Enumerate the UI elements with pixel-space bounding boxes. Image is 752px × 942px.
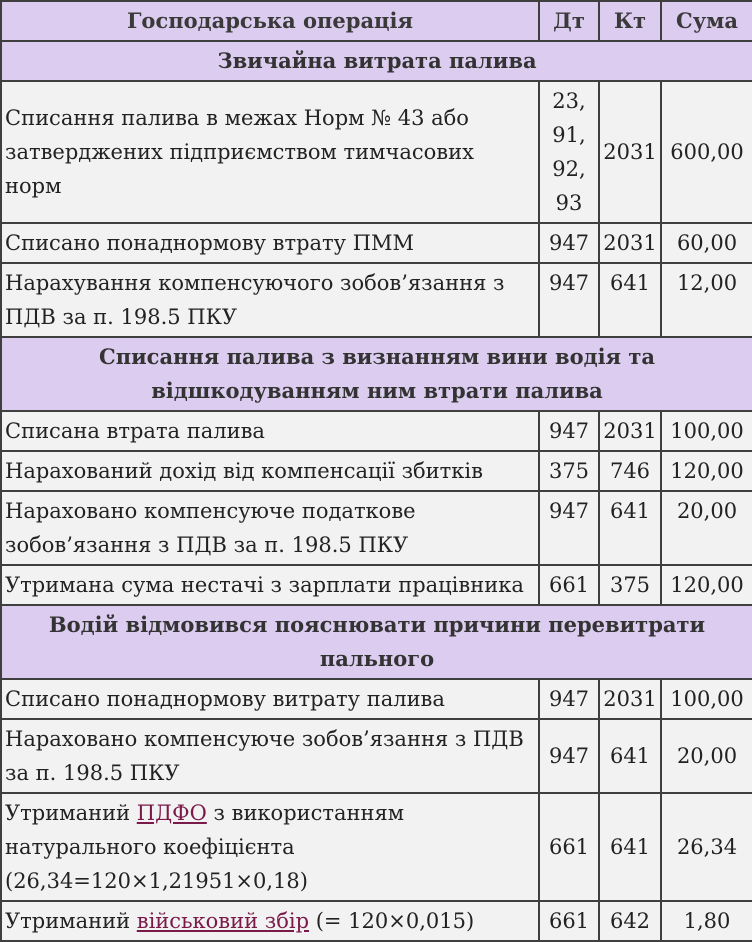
sum-cell: 20,00 xyxy=(662,720,752,794)
sum-cell: 120,00 xyxy=(662,566,752,606)
section-header-normal-consumption xyxy=(2,42,752,82)
table-row xyxy=(2,492,752,566)
dt-cell: 661 xyxy=(540,902,600,942)
operation-cell: Нарахований дохід від компенсації збитків xyxy=(2,452,540,492)
kt-cell: 2031 xyxy=(600,82,662,224)
kt-cell: 641 xyxy=(600,492,662,566)
dt-line: 93 xyxy=(555,191,583,215)
header-operation: Господарська операція xyxy=(2,2,540,42)
table-row xyxy=(2,680,752,720)
dt-cell: 947 xyxy=(540,264,600,338)
header-sum: Сума xyxy=(662,2,752,42)
operation-cell: Списана втрата палива xyxy=(2,412,540,452)
table-row xyxy=(2,720,752,794)
operation-cell: Списано понаднормову витрату палива xyxy=(2,680,540,720)
dt-line: 92, xyxy=(552,157,586,181)
dt-cell: 375 xyxy=(540,452,600,492)
dt-cell: 947 xyxy=(540,224,600,264)
dt-line: 23, xyxy=(552,89,586,113)
table-row xyxy=(2,902,752,942)
sum-cell: 100,00 xyxy=(662,412,752,452)
kt-cell: 746 xyxy=(600,452,662,492)
dt-cell: 947 xyxy=(540,492,600,566)
kt-cell: 641 xyxy=(600,264,662,338)
operation-cell: Нарахування компенсуючого зобов’язання з ПДВ за п. 198.5 ПКУ xyxy=(2,264,540,338)
table-row xyxy=(2,264,752,338)
operation-cell: Списання палива в межах Норм № 43 або затверджених підприємством тимчасових норм xyxy=(2,82,540,224)
operation-cell: Утримана сума нестачі з зарплати працівника xyxy=(2,566,540,606)
operation-cell xyxy=(2,902,540,942)
table-row xyxy=(2,224,752,264)
dt-cell: 947 xyxy=(540,720,600,794)
table-row xyxy=(2,82,752,224)
operation-prefix: Утриманий xyxy=(5,909,137,933)
section-title: Списання палива з визнанням вини водія та відшкодуванням ним втрати палива xyxy=(2,338,752,412)
kt-cell: 2031 xyxy=(600,680,662,720)
dt-line: 91, xyxy=(552,123,586,147)
section-header-driver-refused xyxy=(2,606,752,680)
sum-cell: 1,80 xyxy=(662,902,752,942)
sum-cell: 600,00 xyxy=(662,82,752,224)
operation-suffix: (= 120×0,015) xyxy=(309,909,475,933)
sum-cell: 20,00 xyxy=(662,492,752,566)
pdfo-link[interactable]: ПДФО xyxy=(136,801,207,825)
section-header-driver-fault xyxy=(2,338,752,412)
kt-cell: 375 xyxy=(600,566,662,606)
table-row xyxy=(2,452,752,492)
operation-cell: Нараховано компенсуюче зобов’язання з ПДВ за п. 198.5 ПКУ xyxy=(2,720,540,794)
military-levy-link[interactable]: військовий збір xyxy=(136,909,310,933)
sum-cell: 100,00 xyxy=(662,680,752,720)
kt-cell: 2031 xyxy=(600,412,662,452)
header-kt: Кт xyxy=(600,2,662,42)
sum-cell: 60,00 xyxy=(662,224,752,264)
dt-cell: 947 xyxy=(540,680,600,720)
dt-cell: 661 xyxy=(540,794,600,902)
table-row xyxy=(2,412,752,452)
operation-cell xyxy=(2,794,540,902)
table-row xyxy=(2,794,752,902)
kt-cell: 642 xyxy=(600,902,662,942)
dt-cell xyxy=(540,82,600,224)
operation-prefix: Утриманий xyxy=(5,801,137,825)
header-row xyxy=(2,2,752,42)
sum-cell: 12,00 xyxy=(662,264,752,338)
kt-cell: 641 xyxy=(600,794,662,902)
dt-cell: 947 xyxy=(540,412,600,452)
operation-cell: Нараховано компенсуюче податкове зобов’язання з ПДВ за п. 198.5 ПКУ xyxy=(2,492,540,566)
operation-cell: Списано понаднормову втрату ПММ xyxy=(2,224,540,264)
sum-cell: 120,00 xyxy=(662,452,752,492)
kt-cell: 2031 xyxy=(600,224,662,264)
header-dt: Дт xyxy=(540,2,600,42)
dt-cell: 661 xyxy=(540,566,600,606)
sum-cell: 26,34 xyxy=(662,794,752,902)
operation-suffix: з використанням натурального коефіцієнта (26,34=120×1,21951×0,18) xyxy=(5,801,405,893)
section-title: Звичайна витрата палива xyxy=(2,42,752,82)
kt-cell: 641 xyxy=(600,720,662,794)
table-row xyxy=(2,566,752,606)
section-title: Водій відмовився пояснювати причини перевитрати пального xyxy=(2,606,752,680)
